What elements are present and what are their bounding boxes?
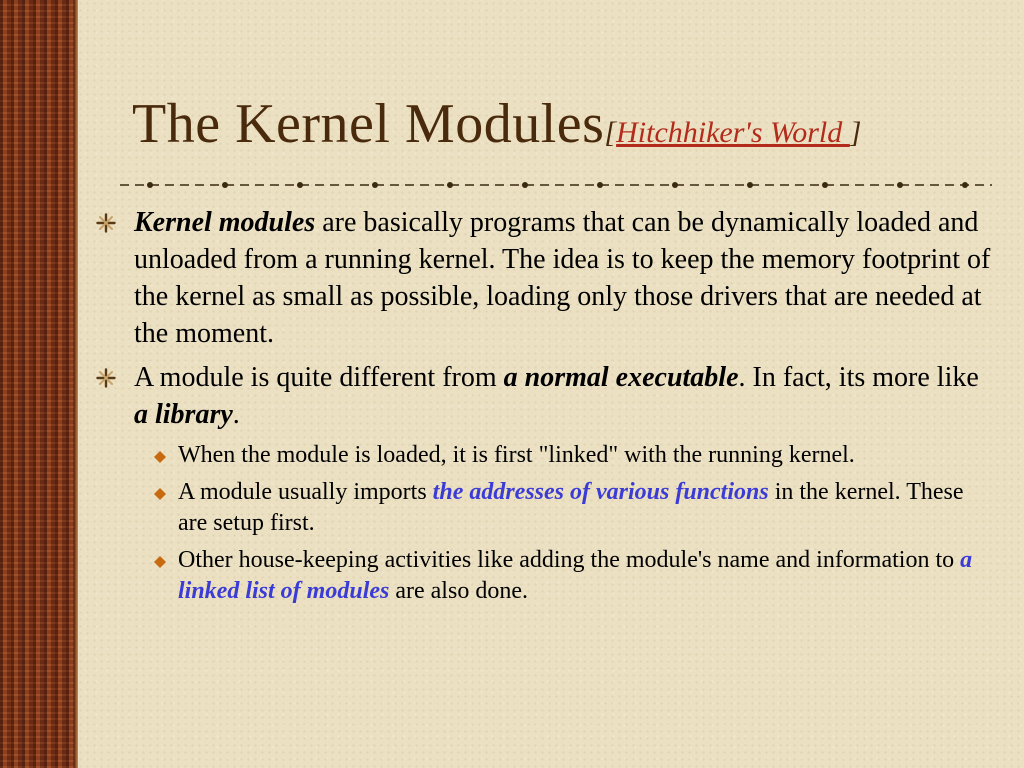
title-reference bbox=[604, 116, 861, 149]
title-divider bbox=[120, 178, 992, 192]
hitchhikers-world-link[interactable]: Hitchhiker's World bbox=[616, 116, 850, 149]
star-icon bbox=[96, 213, 116, 233]
sub-bullet-text-post: in the kernel. These are setup first. bbox=[178, 479, 964, 536]
kernel-modules-term: Kernel modules bbox=[134, 207, 316, 238]
bullet-text-mid: . In fact, its more like bbox=[738, 362, 979, 393]
slide-title bbox=[132, 92, 1012, 172]
star-icon bbox=[96, 368, 116, 388]
title-text: The Kernel Modules bbox=[132, 93, 605, 155]
sub-bullet-text: When the module is loaded, it is first "linked" with the running kernel. bbox=[178, 442, 855, 468]
sub-bullet-text-post: are also done. bbox=[389, 578, 528, 604]
bullet-module-difference bbox=[96, 359, 996, 433]
slide-body bbox=[96, 204, 996, 613]
ref-close-bracket: ] bbox=[849, 116, 862, 149]
ref-open-bracket: [ bbox=[604, 116, 617, 149]
sub-bullet-text-pre: A module usually imports bbox=[178, 479, 433, 505]
bullet-kernel-modules bbox=[96, 204, 996, 352]
bullet-text-post: . bbox=[232, 399, 240, 430]
sub-bullet-linked bbox=[96, 440, 996, 471]
sub-bullet-imports bbox=[96, 477, 996, 539]
sub-bullet-text-pre: Other house-keeping activities like adding the module's name and information to bbox=[178, 547, 961, 573]
diamond-icon bbox=[154, 556, 166, 568]
diamond-icon bbox=[154, 451, 166, 463]
sub-bullet-housekeeping bbox=[96, 545, 996, 607]
function-addresses-highlight: the addresses of various functions bbox=[432, 479, 769, 505]
bullet-text-pre: A module is quite different from bbox=[134, 362, 504, 393]
diamond-icon bbox=[154, 488, 166, 500]
bullet-text: are basically programs that can be dynamically loaded and unloaded from a running kernel. The idea is to keep the memory footprint of the kernel as small as possible, loading only those drivers that are needed at the moment. bbox=[134, 207, 991, 349]
linked-list-highlight: a linked list of modules bbox=[178, 547, 973, 604]
decorative-border bbox=[0, 0, 78, 768]
normal-executable-term: a normal executable bbox=[503, 362, 739, 393]
library-term: a library bbox=[134, 399, 233, 430]
